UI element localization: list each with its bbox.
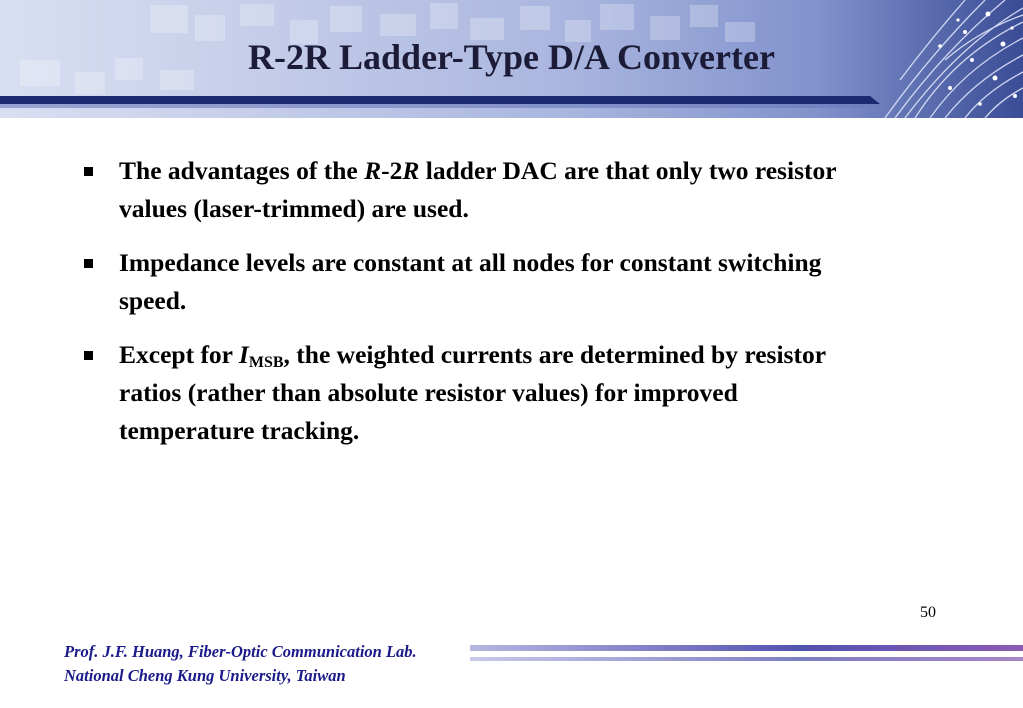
page-number: 50 [920,604,936,621]
bullet-text-italic: I [238,340,249,369]
bullet-list [80,152,870,466]
bullet-text: Impedance levels are constant at all nodes for constant switching speed. [119,248,822,315]
header-banner [0,0,1023,118]
square-bullet-icon [84,167,93,176]
bullet-text: Except for [119,340,239,369]
square-bullet-icon [84,351,93,360]
footer-line-2: National Cheng Kung University, Taiwan [64,666,346,685]
square-bullet-icon [84,259,93,268]
bullet-item [80,244,870,320]
bullet-text: -2 [381,156,403,185]
bullet-item [80,152,870,228]
slide-title: R-2R Ladder-Type D/A Converter [248,37,775,77]
bullet-text: , the weighted currents are determined by resistor ratios (rather than absolute resistor values) for improved temperature tracking. [119,340,826,445]
bullet-text: ladder DAC are that only two resistor values (laser-trimmed) are used. [119,156,837,223]
bullet-text-italic: R [402,156,420,185]
footer-credit [64,640,417,688]
bullet-text: The advantages of the [119,156,365,185]
footer-line-1: Prof. J.F. Huang, Fiber-Optic Communication Lab. [64,642,417,661]
bullet-item [80,336,870,450]
bullet-text-italic: R [364,156,382,185]
subscript-msb: MSB [248,354,284,371]
